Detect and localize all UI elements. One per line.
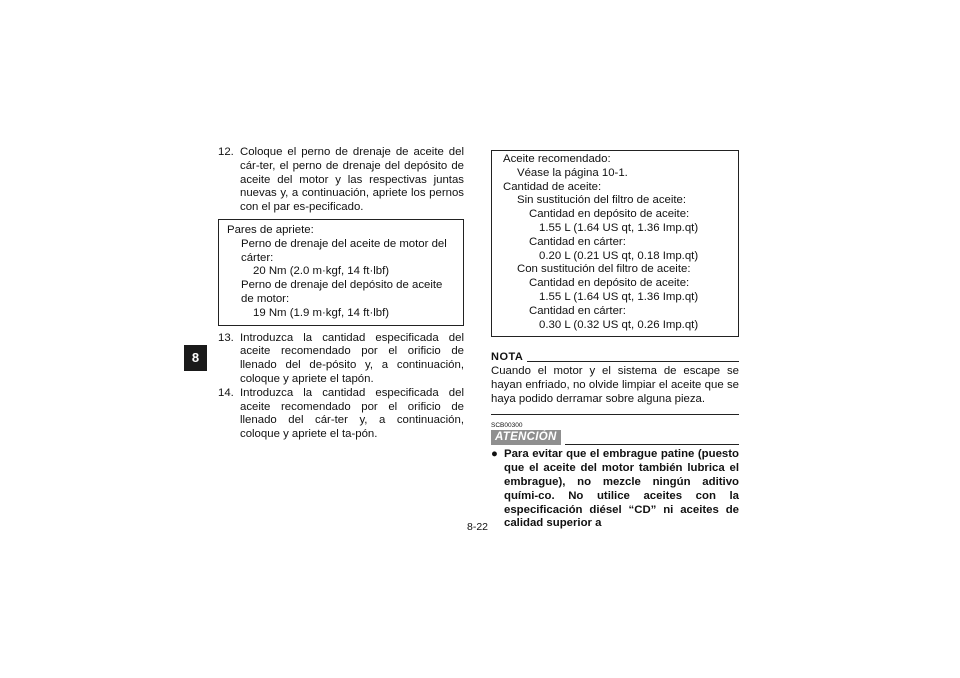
step-13 bbox=[218, 332, 464, 387]
oil-with-filter-tank-label: Cantidad en depósito de aceite: bbox=[529, 277, 690, 290]
oil-with-filter-tank-value: 1.55 L (1.64 US qt, 1.36 Imp.qt) bbox=[539, 290, 699, 303]
oil-no-filter-tank-label: Cantidad en depósito de aceite: bbox=[529, 208, 690, 221]
torque-item1-label: Perno de drenaje del aceite de motor del cárter: bbox=[241, 237, 447, 264]
oil-box bbox=[491, 150, 739, 337]
right-column bbox=[491, 150, 739, 531]
oil-no-filter: Sin sustitución del filtro de aceite: bbox=[517, 194, 687, 207]
step-text: Coloque el perno de drenaje de aceite del cár-ter, el perno de drenaje del depósito de aceite del motor y las respectivas juntas nuevas y, a continuación, apriete los pernos con el par es-pecificado. bbox=[240, 146, 464, 214]
step-number: 13. bbox=[218, 331, 234, 344]
step-text: Introduzca la cantidad especificada del aceite recomendado por el orificio de llenado del de-pósito y, a continuación, coloque y apriete el tapón. bbox=[240, 331, 464, 385]
torque-item2-label: Perno de drenaje del depósito de aceite de motor: bbox=[241, 279, 443, 305]
oil-with-filter-crank-value: 0.30 L (0.32 US qt, 0.26 Imp.qt) bbox=[539, 318, 699, 331]
step-12 bbox=[218, 146, 464, 215]
oil-qty-title: Cantidad de aceite: bbox=[503, 180, 602, 193]
nota-heading-row bbox=[491, 351, 739, 365]
section-tab: 8 bbox=[184, 345, 207, 371]
torque-box bbox=[218, 219, 464, 326]
torque-title: Pares de apriete: bbox=[227, 223, 314, 236]
atencion-label: ATENCIÓN bbox=[491, 430, 561, 446]
nota-rule bbox=[527, 360, 739, 362]
step-text: Introduzca la cantidad especificada del aceite recomendado por el orificio de llenado del cár-ter y, a continuación, coloque y apriete el ta-pón. bbox=[240, 386, 464, 441]
torque-item2-value: 19 Nm (1.9 m·kgf, 14 ft·lbf) bbox=[253, 306, 390, 319]
atencion-rule bbox=[565, 444, 739, 445]
nota-heading: NOTA bbox=[491, 351, 524, 364]
oil-see-page: Véase la página 10-1. bbox=[517, 166, 628, 179]
step-14 bbox=[218, 387, 464, 442]
atencion-text: Para evitar que el embrague patine (puesto que el aceite del motor también lubrica el embrague), no mezcle ningún aditivo quími-co. No utilice aceites con la especificación diésel “CD” ni aceites de calidad superior a bbox=[504, 448, 739, 530]
left-column bbox=[218, 146, 464, 442]
oil-no-filter-tank-value: 1.55 L (1.64 US qt, 1.36 Imp.qt) bbox=[539, 221, 699, 234]
nota-separator bbox=[491, 414, 739, 415]
page-number: 8-22 bbox=[467, 521, 489, 533]
nota-text: Cuando el motor y el sistema de escape se hayan enfriado, no olvide limpiar el aceite que se haya podido derramar sobre alguna pieza. bbox=[491, 365, 739, 405]
atencion-bullet bbox=[491, 448, 739, 531]
oil-no-filter-crank-value: 0.20 L (0.21 US qt, 0.18 Imp.qt) bbox=[539, 249, 699, 262]
atencion-heading-row bbox=[491, 430, 739, 446]
oil-with-filter-crank-label: Cantidad en cárter: bbox=[529, 304, 626, 317]
step-number: 14. bbox=[218, 386, 234, 399]
step-number: 12. bbox=[218, 146, 234, 158]
oil-with-filter: Con sustitución del filtro de aceite: bbox=[517, 263, 691, 276]
oil-no-filter-crank-label: Cantidad en cárter: bbox=[529, 235, 626, 248]
torque-item1-value: 20 Nm (2.0 m·kgf, 14 ft·lbf) bbox=[253, 265, 390, 278]
atencion-code: SCB00300 bbox=[491, 421, 523, 429]
bullet-icon: ● bbox=[491, 448, 498, 461]
oil-title: Aceite recomendado: bbox=[503, 153, 611, 165]
